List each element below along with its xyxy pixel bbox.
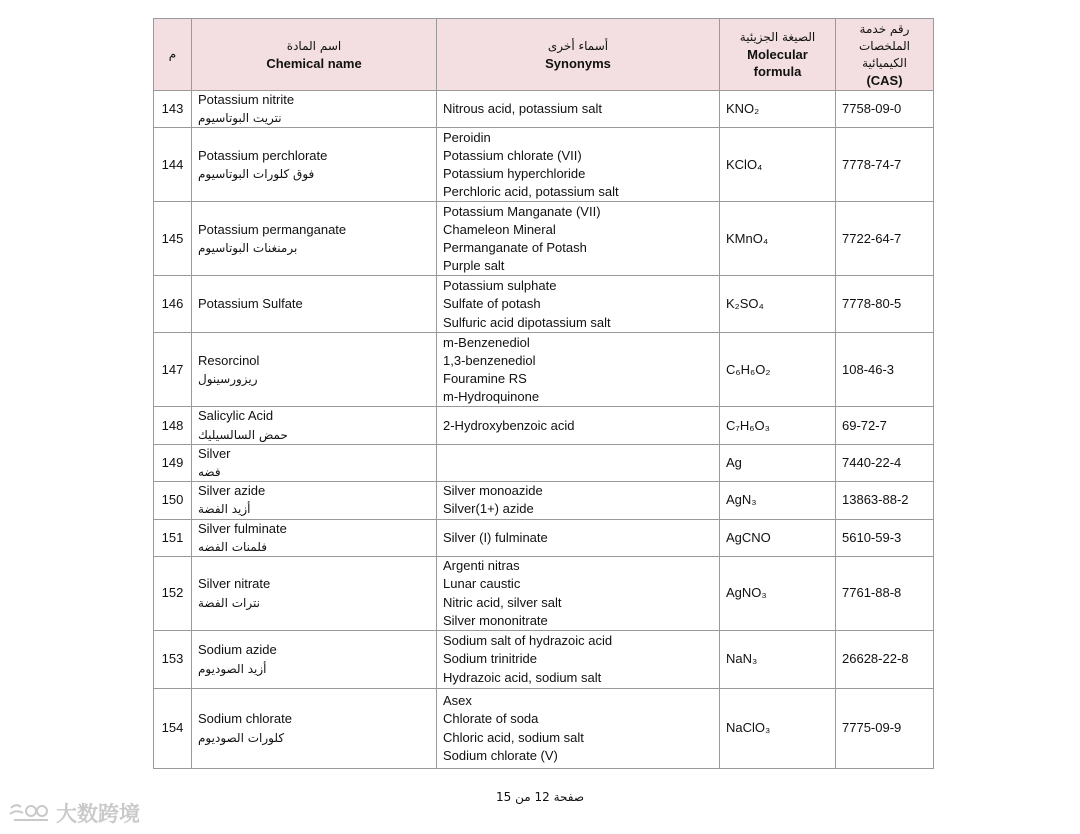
row-number: 151 [154,519,192,556]
chemical-name-en: Potassium Sulfate [198,296,303,312]
cas-number: 5610-59-3 [836,519,934,556]
chemical-name-ar: فضه [198,465,221,480]
synonym: 2-Hydroxybenzoic acid [443,417,575,433]
header-cas-en: (CAS) [866,72,903,88]
synonym: Potassium chlorate (VII) [443,147,582,163]
synonyms-cell [437,91,720,128]
chemical-name-ar: أزيد الصوديوم [198,661,267,676]
synonym: Silver (I) fulminate [443,529,548,545]
molecular-formula: KMnO₄ [720,202,836,276]
synonym: Permanganate of Potash [443,239,587,255]
chemical-name-en: Silver [198,445,231,461]
row-number: 149 [154,444,192,481]
chemical-name-cell [192,444,437,481]
synonyms-cell [437,128,720,202]
header-syn-en: Synonyms [545,55,611,71]
chemical-name-ar: أزيد الفضة [198,502,251,517]
cas-number: 7722-64-7 [836,202,934,276]
chemical-name-ar: فلمنات الفضه [198,539,267,554]
chemical-name-en: Silver nitrate [198,576,271,592]
chemical-name-en: Salicylic Acid [198,408,274,424]
header-synonyms [437,19,720,91]
synonym: Silver monoazide [443,483,543,499]
table-row [154,444,934,481]
synonyms-cell [437,519,720,556]
synonym: Asex [443,693,472,709]
chemical-name-ar: حمض السالسيليك [198,427,288,442]
molecular-formula: AgCNO [720,519,836,556]
header-row [154,19,934,91]
synonym: Potassium sulphate [443,278,557,294]
row-number: 152 [154,557,192,631]
table-row [154,128,934,202]
table-row [154,202,934,276]
molecular-formula: K₂SO₄ [720,276,836,333]
synonyms-cell [437,557,720,631]
synonym: Chloric acid, sodium salt [443,729,584,745]
synonym: m-Benzenediol [443,334,530,350]
chemical-name-cell [192,128,437,202]
synonym: Argenti nitras [443,558,520,574]
chemical-name-cell [192,202,437,276]
synonym: Sodium salt of hydrazoic acid [443,633,613,649]
cas-number: 7778-80-5 [836,276,934,333]
molecular-formula: C₇H₆O₃ [720,407,836,444]
chemical-name-cell [192,557,437,631]
chemical-name-cell [192,333,437,407]
chemical-name-ar: نتريت البوتاسيوم [198,111,282,126]
table-row [154,482,934,519]
row-number: 143 [154,91,192,128]
synonym: Nitric acid, silver salt [443,594,562,610]
synonym: Purple salt [443,258,505,274]
chemical-name-en: Potassium permanganate [198,221,347,237]
synonym: Sulfate of potash [443,296,541,312]
header-formula-en-1: Molecular [747,47,808,62]
synonym: Chlorate of soda [443,711,539,727]
chemical-name-cell [192,276,437,333]
synonyms-cell [437,333,720,407]
chemical-name-ar: برمنغنات البوتاسيوم [198,240,298,255]
cas-number: 7758-09-0 [836,91,934,128]
synonyms-cell [437,202,720,276]
synonym: 1,3-benzenediol [443,352,536,368]
cas-number: 7440-22-4 [836,444,934,481]
watermark-text: 大数跨境 [56,802,140,826]
header-formula [720,19,836,91]
table-row [154,689,934,769]
table-row [154,333,934,407]
header-cas [836,19,934,91]
synonyms-cell [437,407,720,444]
chemical-name-en: Sodium azide [198,642,277,658]
header-syn-ar: أسماء أخرى [547,38,609,53]
synonyms-cell [437,482,720,519]
chemical-name-cell [192,91,437,128]
synonym: Potassium Manganate (VII) [443,203,601,219]
table-row [154,631,934,689]
watermark [8,798,140,828]
header-name-en: Chemical name [266,55,362,71]
molecular-formula: AgNO₃ [720,557,836,631]
synonym: Potassium hyperchloride [443,165,586,181]
table-row [154,519,934,556]
chemical-name-cell [192,519,437,556]
molecular-formula: NaClO₃ [720,689,836,769]
row-number: 150 [154,482,192,519]
synonyms-cell [437,631,720,689]
synonym: Silver(1+) azide [443,501,534,517]
row-number: 153 [154,631,192,689]
cas-number: 108-46-3 [836,333,934,407]
watermark-logo-icon [8,802,52,824]
row-number: 146 [154,276,192,333]
chemical-name-en: Potassium nitrite [198,92,295,107]
header-formula-en-2: formula [753,64,802,79]
chemical-name-cell [192,631,437,689]
chemical-name-ar: كلورات الصوديوم [198,730,285,745]
cas-number: 69-72-7 [836,407,934,444]
chemical-name-en: Potassium perchlorate [198,147,328,163]
header-formula-ar: الصيغة الجزيئية [739,30,816,44]
synonym: Perchloric acid, potassium salt [443,184,619,200]
synonym: Lunar caustic [443,576,521,592]
cas-number: 26628-22-8 [836,631,934,689]
row-number: 147 [154,333,192,407]
cas-number: 7761-88-8 [836,557,934,631]
synonym: Fouramine RS [443,370,527,386]
synonym: Nitrous acid, potassium salt [443,101,602,117]
header-cas-ar-1: رقم خدمة [859,21,910,36]
chemical-name-ar: ريزورسينول [198,371,258,386]
chemical-name-ar: نترات الفضة [198,595,260,610]
row-number: 154 [154,689,192,769]
table-row [154,407,934,444]
synonyms-cell [437,689,720,769]
chemical-name-en: Sodium chlorate [198,711,292,727]
chemical-name-cell [192,482,437,519]
molecular-formula: KNO₂ [720,91,836,128]
synonym: m-Hydroquinone [443,389,540,405]
synonym: Chameleon Mineral [443,221,556,237]
table-row [154,91,934,128]
synonym: Sodium chlorate (V) [443,747,558,763]
header-chemical-name [192,19,437,91]
molecular-formula: NaN₃ [720,631,836,689]
chemical-name-ar: فوق كلورات البوتاسيوم [198,166,315,181]
header-num: م [154,19,192,91]
header-name-ar: اسم المادة [286,38,342,53]
chemical-name-en: Silver fulminate [198,520,287,536]
page-number: صفحة 12 من 15 [495,790,585,804]
table-row [154,557,934,631]
table-row [154,276,934,333]
row-number: 144 [154,128,192,202]
row-number: 148 [154,407,192,444]
synonym: Peroidin [443,129,491,145]
chemical-name-cell [192,407,437,444]
cas-number: 13863-88-2 [836,482,934,519]
synonyms-cell [437,276,720,333]
chemical-name-en: Silver azide [198,483,266,499]
molecular-formula: Ag [720,444,836,481]
row-number: 145 [154,202,192,276]
synonym: Sodium trinitride [443,651,537,667]
chemical-table [153,18,934,769]
chemical-name-cell [192,689,437,769]
cas-number: 7778-74-7 [836,128,934,202]
header-cas-ar-2: الملخصات [858,38,910,53]
synonym: Sulfuric acid dipotassium salt [443,314,611,330]
cas-number: 7775-09-9 [836,689,934,769]
header-cas-ar-3: الكيميائية [862,55,907,70]
molecular-formula: KClO₄ [720,128,836,202]
synonym: Hydrazoic acid, sodium salt [443,669,602,685]
chemical-name-en: Resorcinol [198,352,260,368]
molecular-formula: AgN₃ [720,482,836,519]
synonym: Silver mononitrate [443,612,548,628]
molecular-formula: C₆H₆O₂ [720,333,836,407]
synonyms-cell [437,444,720,481]
